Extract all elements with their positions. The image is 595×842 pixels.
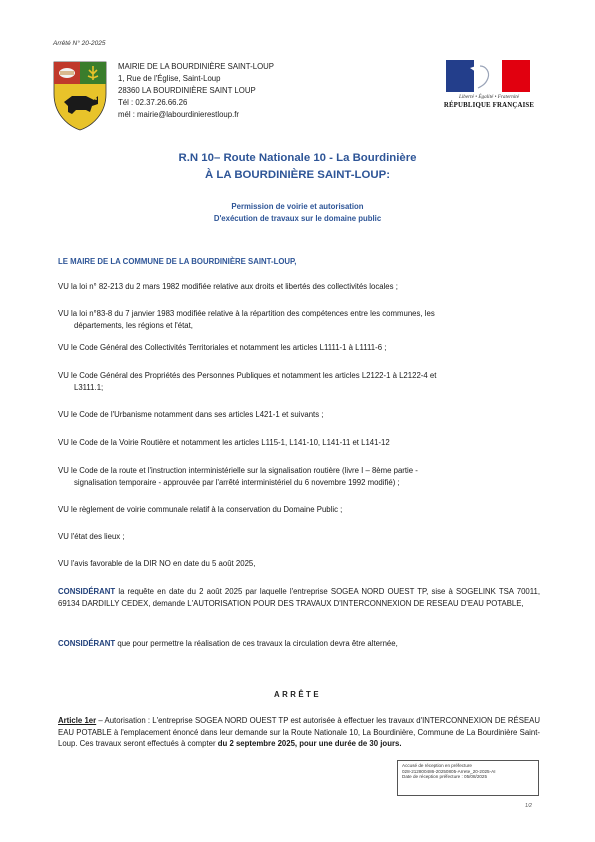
- prefecture-receipt-stamp: [397, 760, 539, 796]
- page-number: 1/2: [525, 803, 532, 809]
- vu-lead: VU: [58, 466, 69, 475]
- vu-text: le Code Général des Propriétés des Personnes Publiques et notamment les articles L2122-1 à L2122-4 et: [68, 371, 437, 380]
- vu-lead: VU: [58, 309, 69, 318]
- vu-lead: VU: [58, 505, 69, 514]
- document-title-line1: R.N 10– Route Nationale 10 - La Bourdinière: [178, 152, 417, 164]
- arrete-heading: ARRÊTE: [273, 690, 322, 699]
- mairie-address-block: [118, 61, 274, 121]
- vu-lead: VU: [58, 371, 69, 380]
- stamp-line: 028-212800486-20250805-Arrete_20-2025-AI: [402, 768, 496, 774]
- vu-paragraph: [58, 308, 540, 331]
- republique-motto: Liberté • Égalité • Fraternité: [458, 94, 520, 100]
- vu-text: le Code Général des Collectivités Territoriales et notamment les articles L1111-1 à L1111-6 ;: [68, 343, 387, 352]
- article-1-paragraph: [58, 715, 540, 750]
- stamp-line: Accusé de réception en préfecture: [402, 763, 472, 768]
- vu-paragraph: [58, 531, 540, 543]
- article-label: Article 1er: [58, 716, 97, 725]
- vu-text: le Code de la Voirie Routière et notamment les articles L115-1, L141-10, L141-11 et L141-12: [68, 438, 390, 447]
- vu-text-continued: départements, les régions et l'état,: [74, 320, 193, 330]
- considerant-text: la requête en date du 2 août 2025 par laquelle l'entreprise SOGEA NORD OUEST TP, sise à SOGELINK TSA 70011, 69134 DARDILLY CEDEX, demande L'AUTORISATION POUR DES TRAVAUX D'INTERCONNEXION DE RESEAU D'EAU POTABLE,: [58, 587, 540, 608]
- vu-text: l'avis favorable de la DIR NO en date du 5 août 2025,: [68, 559, 256, 568]
- mairie-email: mél : mairie@labourdinierestloup.fr: [118, 110, 240, 119]
- republique-name: RÉPUBLIQUE FRANÇAISE: [443, 102, 535, 109]
- vu-lead: VU: [58, 343, 69, 352]
- municipal-crest-logo: [52, 60, 108, 132]
- mairie-phone: Tél : 02.37.26.66.26: [118, 98, 188, 107]
- vu-paragraph: [58, 409, 540, 421]
- considerant-lead: CONSIDÉRANT: [58, 639, 116, 648]
- stamp-line: Date de réception préfecture : 05/08/2025: [402, 774, 488, 780]
- vu-text: la loi n° 82-213 du 2 mars 1982 modifiée relative aux droits et libertés des collectivités locales ;: [68, 282, 398, 291]
- considerant-lead: CONSIDÉRANT: [58, 587, 116, 596]
- considerant-paragraph-2: [58, 638, 540, 650]
- document-subtitle-line2: D'exécution de travaux sur le domaine public: [213, 214, 382, 223]
- vu-paragraph: [58, 504, 540, 516]
- article-text: L'entreprise SOGEA NORD OUEST TP est autorisée à effectuer les travaux d'INTERCONNEXION DE RÉSEAU EAU POTABLE à l'emplacement énoncé dans leur demande sur la Route Nationale 10, La Bourdinière, Commune de La Bourdinière Saint-Loup. Ces travaux seront effectués à compter: [58, 716, 540, 748]
- vu-text: le règlement de voirie communale relatif à la conservation du Domaine Public ;: [68, 505, 343, 514]
- vu-text: l'état des lieux ;: [68, 532, 125, 541]
- vu-lead: VU: [58, 282, 69, 291]
- vu-paragraph: [58, 558, 540, 570]
- mairie-street: 1, Rue de l'Église, Saint-Loup: [118, 74, 221, 83]
- republique-francaise-block: [441, 94, 537, 109]
- vu-lead: VU: [58, 559, 69, 568]
- article-dates: du 2 septembre 2025, pour une durée de 30 jours.: [217, 739, 402, 748]
- vu-lead: VU: [58, 438, 69, 447]
- vu-paragraph: [58, 281, 540, 293]
- vu-paragraph: [58, 437, 540, 449]
- vu-text-continued: L3111.1;: [74, 382, 104, 392]
- vu-text: la loi n°83-8 du 7 janvier 1983 modifiée relative à la répartition des compétences entre les communes, les: [68, 309, 435, 318]
- vu-paragraph: [58, 370, 540, 393]
- vu-text: le Code de la route et l'instruction interministérielle sur la signalisation routière (livre I – 8ème partie -: [68, 466, 418, 475]
- considerant-text: que pour permettre la réalisation de ces travaux la circulation devra être alternée,: [115, 639, 398, 648]
- document-subtitle-line1: Permission de voirie et autorisation: [231, 202, 364, 211]
- maire-heading: LE MAIRE DE LA COMMUNE DE LA BOURDINIÈRE SAINT-LOUP,: [58, 257, 297, 266]
- vu-lead: VU: [58, 410, 69, 419]
- arrete-number: Arrêté N° 20-2025: [53, 40, 106, 47]
- considerant-paragraph-1: [58, 586, 540, 609]
- vu-text: le Code de l'Urbanisme notamment dans ses articles L421-1 et suivants ;: [68, 410, 324, 419]
- vu-paragraph: [58, 342, 540, 354]
- vu-lead: VU: [58, 532, 69, 541]
- document-title-line2: À LA BOURDINIÈRE SAINT-LOUP:: [205, 169, 390, 181]
- mairie-city: 28360 LA BOURDINIÈRE SAINT LOUP: [118, 86, 256, 95]
- vu-paragraph: [58, 465, 540, 488]
- mairie-name: MAIRIE DE LA BOURDINIÈRE SAINT-LOUP: [118, 62, 274, 71]
- article-dash: – Autorisation :: [96, 716, 153, 725]
- vu-text-continued: signalisation temporaire - approuvée par l'arrêté interministériel du 6 novembre 1992 modifié) ;: [74, 477, 400, 487]
